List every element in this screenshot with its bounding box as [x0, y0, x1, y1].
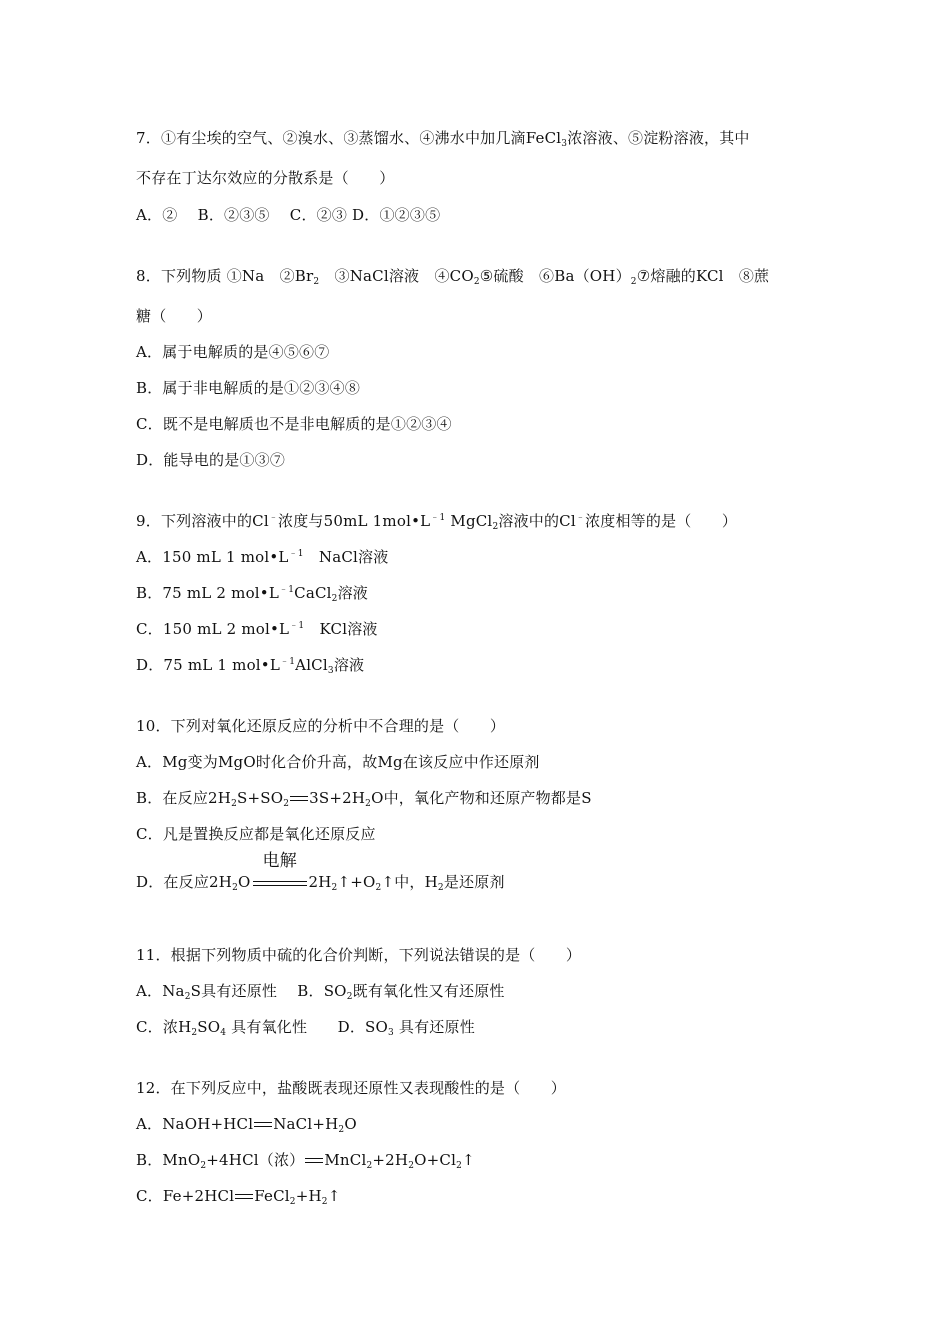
equals-sign-icon	[234, 1192, 254, 1202]
q12-option-c: C．Fe+2HCl $FeCl_2+H_2↑$	[136, 1187, 341, 1207]
q12-option-a: A．NaOH+HCl $NaCl+H_2O$	[136, 1115, 357, 1135]
q7-stem-line1: 7．①有尘埃的空气、②溴水、③蒸馏水、④沸水中加几滴FeCl$_3$浓溶液、⑤淀粉溶液，其中	[136, 129, 750, 149]
q8-option-c: C．既不是电解质也不是非电解质的是①②③④	[136, 415, 452, 433]
electrolysis-arrow	[251, 851, 309, 893]
electrolysis-label: 电解	[262, 851, 297, 871]
q10-option-d: D．在反应$2H_2O$ 电解 $2H_2↑+O_2↑$中，$H_2$是还原剂	[136, 851, 505, 893]
q8-option-b: B．属于非电解质的是①②③④⑧	[136, 379, 361, 397]
q11-stem: 11．根据下列物质中硫的化合价判断，下列说法错误的是（ ）	[136, 946, 582, 964]
q8-stem-line1: 8．下列物质 ①Na $②Br_2$ ③NaCl溶液 $④CO_2⑤$硫酸 $⑥Ba(OH)_2⑦$熔融的KCl ⑧蔗	[136, 267, 770, 287]
q7-options: A．② B．②③⑤ C．②③ D．①②③⑤	[136, 206, 441, 224]
q12-stem: 12．在下列反应中，盐酸既表现还原性又表现酸性的是（ ）	[136, 1079, 566, 1097]
equals-sign-icon	[304, 1156, 324, 1166]
q10-stem: 10．下列对氧化还原反应的分析中不合理的是（ ）	[136, 717, 506, 735]
q10-option-c: C．凡是置换反应都是氧化还原反应	[136, 825, 376, 843]
q10-option-a: A．Mg变为MgO时化合价升高，故Mg在该反应中作还原剂	[136, 753, 540, 771]
q9-option-b: B．75 mL 2 $mol•L^{﹣1}CaCl_2$溶液	[136, 584, 368, 604]
q10-option-b: B．在反应$2H_2S+SO_2$ $3S+2H_2O$中，氧化产物和还原产物都是S	[136, 789, 592, 809]
q7-stem-line2: 不存在丁达尔效应的分散系是（ ）	[136, 169, 395, 187]
q11-options-ab: A．$Na_2S$具有还原性 B．$SO_2$既有氧化性又有还原性	[136, 982, 505, 1002]
q9-option-a: A．150 mL 1 $mol•L^{﹣1}$ NaCl溶液	[136, 548, 389, 566]
equals-sign-icon	[289, 794, 309, 804]
q9-option-d: D．75 mL 1 $mol•L^{﹣1}AlCl_3$溶液	[136, 656, 365, 676]
q12-option-b: B．MnO$_2$+4HCl（浓） $MnCl_2+2H_2O+Cl_2↑$	[136, 1151, 475, 1171]
q8-option-d: D．能导电的是①③⑦	[136, 451, 286, 469]
q11-options-cd: C．浓$H_2SO_4$ 具有氧化性 D．$SO_3$ 具有还原性	[136, 1018, 475, 1038]
q8-stem-line2: 糖（ ）	[136, 307, 213, 325]
q8-option-a: A．属于电解质的是④⑤⑥⑦	[136, 343, 330, 361]
q9-stem: 9．下列溶液中的Cl﹣浓度与50mL $1mol•L^{﹣1}$ MgCl$_2$溶液中的Cl﹣浓度相等的是（ ）	[136, 512, 738, 532]
equals-sign-icon	[253, 1120, 273, 1130]
q9-option-c: C．150 mL 2 $mol•L^{﹣1}$ KCl溶液	[136, 620, 378, 638]
